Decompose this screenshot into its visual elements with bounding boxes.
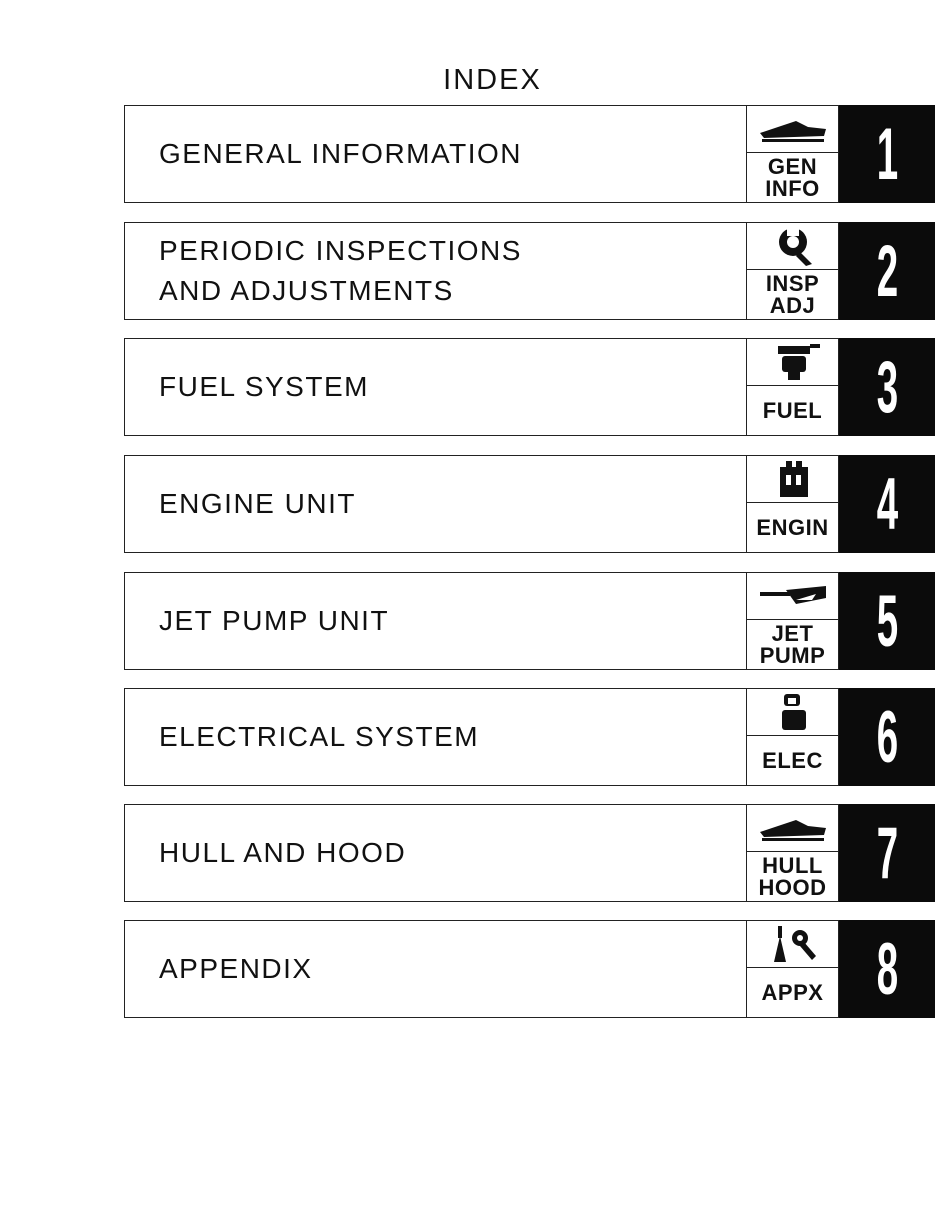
section-label-box xyxy=(124,804,746,902)
wrench-icon xyxy=(747,223,838,270)
section-label: ELECTRICAL SYSTEM xyxy=(159,721,480,752)
section-icon-cell xyxy=(746,338,839,436)
section-row-fuel[interactable] xyxy=(124,338,935,436)
section-number: 7 xyxy=(876,812,898,894)
section-tab[interactable] xyxy=(839,455,935,553)
section-label: ENGINE UNIT xyxy=(159,488,356,519)
section-icon-cell xyxy=(746,572,839,670)
section-number: 4 xyxy=(876,463,898,545)
section-label: PERIODIC INSPECTIONS AND ADJUSTMENTS xyxy=(159,235,522,306)
section-label: APPENDIX xyxy=(159,953,313,984)
section-label-box xyxy=(124,688,746,786)
section-row-general-info[interactable] xyxy=(124,105,935,203)
jet-pump-icon xyxy=(747,573,838,620)
carburetor-icon xyxy=(747,339,838,386)
section-label-box xyxy=(124,572,746,670)
watercraft-icon xyxy=(747,106,838,153)
section-label-box xyxy=(124,338,746,436)
section-icon-cell xyxy=(746,804,839,902)
section-tab[interactable] xyxy=(839,338,935,436)
section-number: 2 xyxy=(876,230,898,312)
section-tab[interactable] xyxy=(839,105,935,203)
hull-icon xyxy=(747,805,838,852)
section-abbr: INSP ADJ xyxy=(765,270,820,318)
section-abbr: GEN INFO xyxy=(765,153,820,201)
section-abbr: APPX xyxy=(761,979,824,1005)
section-icon-cell xyxy=(746,222,839,320)
section-abbr: JET PUMP xyxy=(759,620,826,668)
section-number: 5 xyxy=(876,580,898,662)
section-icon-cell xyxy=(746,455,839,553)
section-row-electrical[interactable] xyxy=(124,688,935,786)
engine-icon xyxy=(747,456,838,503)
section-row-hull-hood[interactable] xyxy=(124,804,935,902)
section-number: 6 xyxy=(876,696,898,778)
section-number: 1 xyxy=(876,113,898,195)
section-label: JET PUMP UNIT xyxy=(159,605,390,636)
section-label: HULL AND HOOD xyxy=(159,837,407,868)
section-label-box xyxy=(124,222,746,320)
section-row-jet-pump[interactable] xyxy=(124,572,935,670)
section-abbr: ENGIN xyxy=(756,514,829,540)
section-label-box xyxy=(124,455,746,553)
section-number: 8 xyxy=(876,928,898,1010)
section-label-box xyxy=(124,105,746,203)
section-label: GENERAL INFORMATION xyxy=(159,138,522,169)
section-tab[interactable] xyxy=(839,920,935,1018)
section-tab[interactable] xyxy=(839,572,935,670)
section-number: 3 xyxy=(876,346,898,428)
section-tab[interactable] xyxy=(839,688,935,786)
section-label-box xyxy=(124,920,746,1018)
section-icon-cell xyxy=(746,920,839,1018)
electrical-icon xyxy=(747,689,838,736)
section-tab[interactable] xyxy=(839,804,935,902)
section-abbr: ELEC xyxy=(762,747,823,773)
section-label: FUEL SYSTEM xyxy=(159,371,369,402)
section-abbr: HULL HOOD xyxy=(758,852,827,900)
section-icon-cell xyxy=(746,105,839,203)
section-row-engine[interactable] xyxy=(124,455,935,553)
page-title: INDEX xyxy=(443,64,542,96)
section-tab[interactable] xyxy=(839,222,935,320)
tools-icon xyxy=(747,921,838,968)
section-abbr: FUEL xyxy=(762,397,823,423)
section-row-inspections[interactable] xyxy=(124,222,935,320)
section-icon-cell xyxy=(746,688,839,786)
section-row-appendix[interactable] xyxy=(124,920,935,1018)
